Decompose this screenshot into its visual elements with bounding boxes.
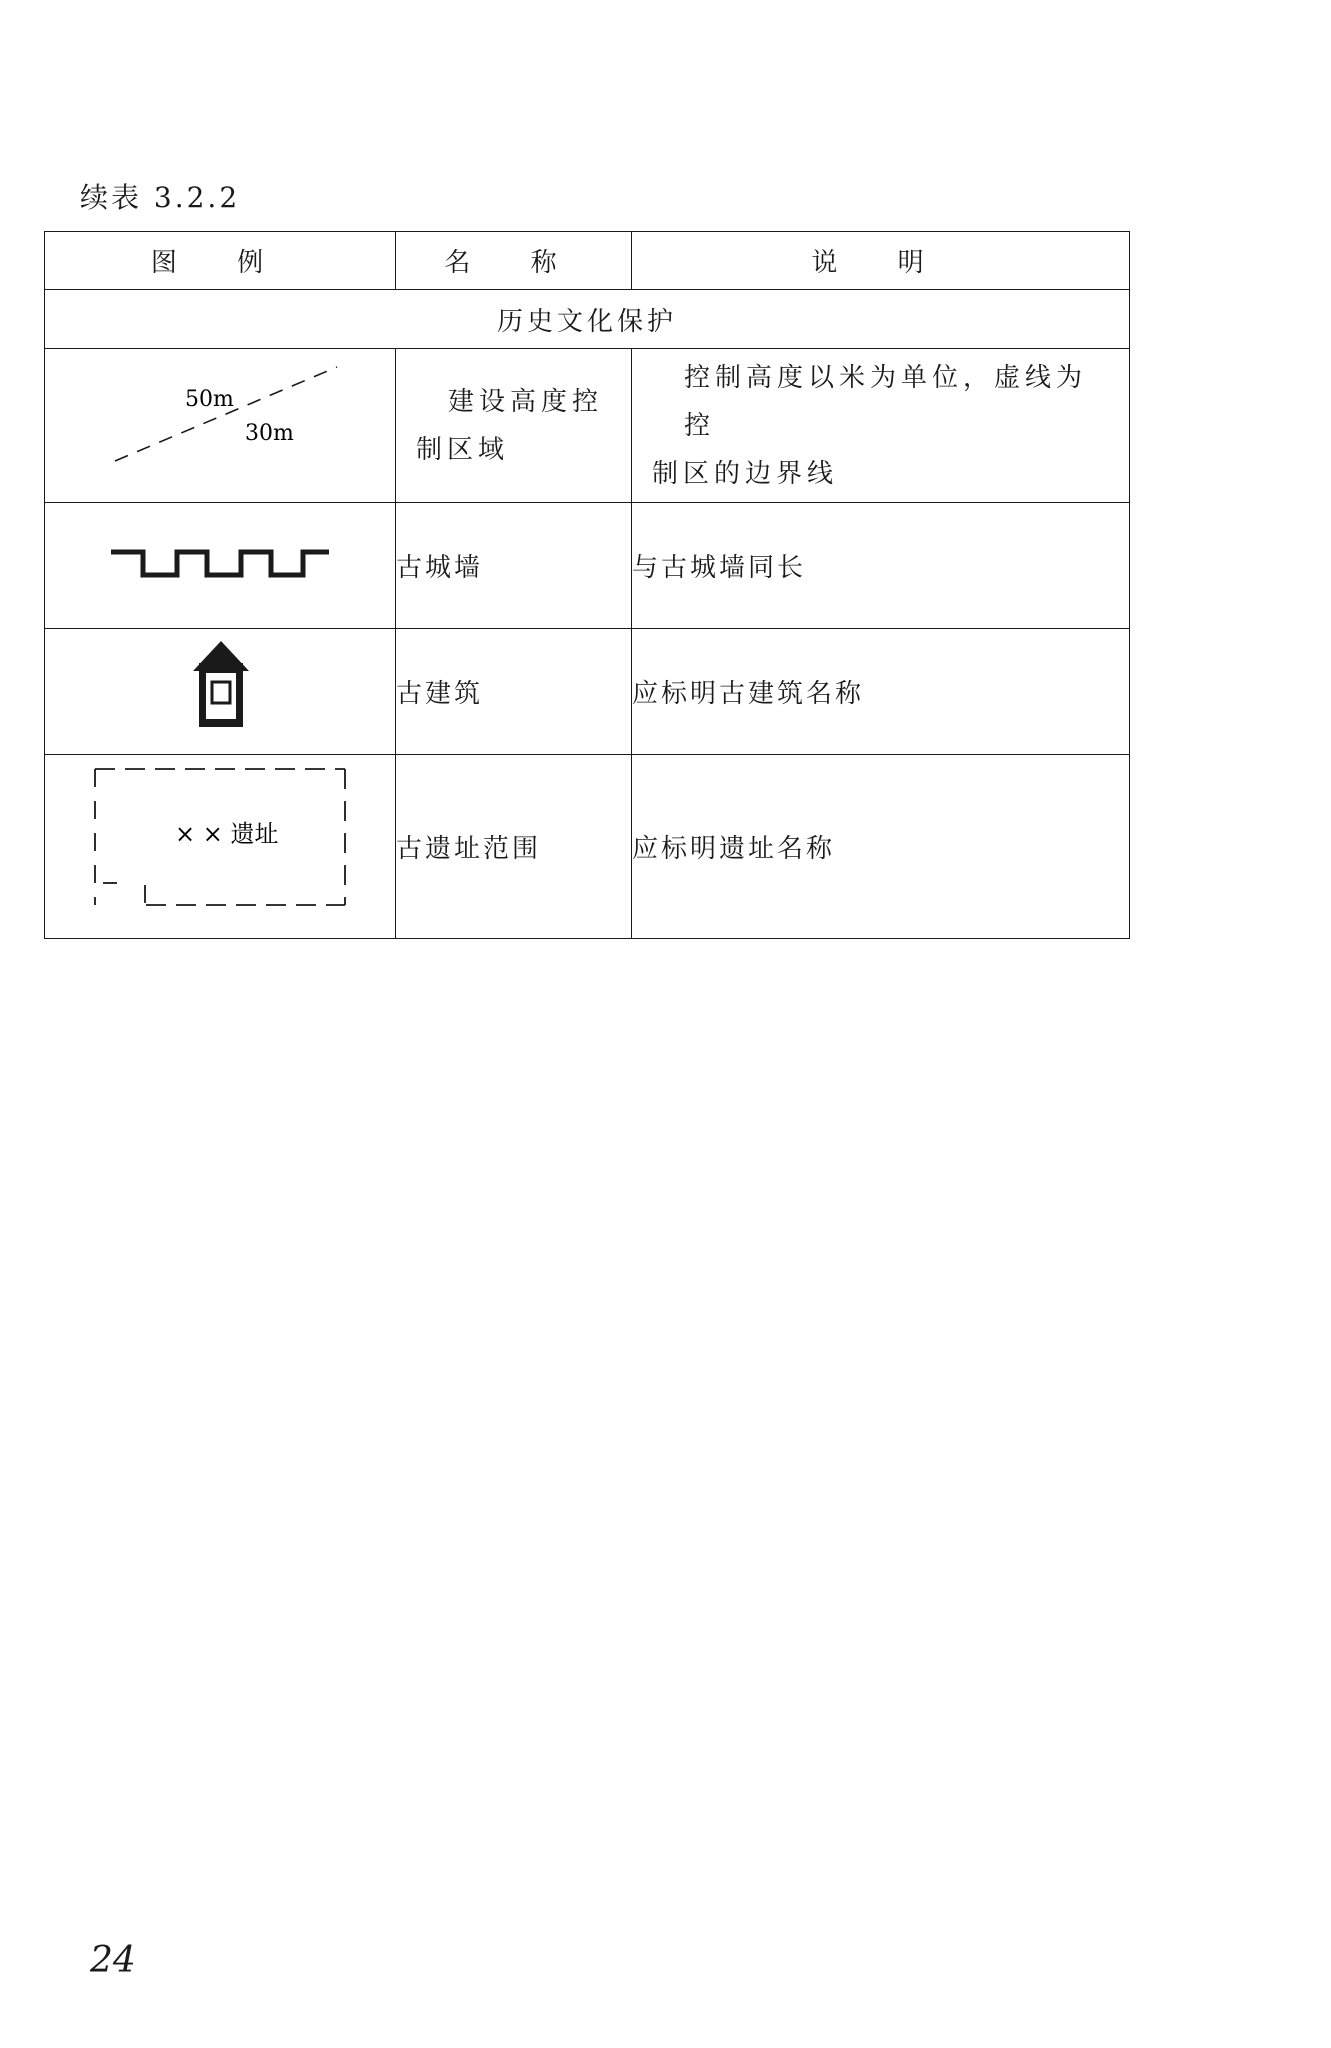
table-row [45, 503, 1130, 629]
table-header-row [45, 232, 1130, 290]
name-cell: 古建筑 [396, 629, 632, 755]
house-symbol [45, 629, 396, 747]
symbol-cell [45, 349, 396, 503]
ruins-label: × × 遗址 [175, 820, 279, 848]
description-cell: 应标明古建筑名称 [632, 629, 1130, 755]
battlement-wall-symbol [45, 503, 396, 621]
section-title: 历史文化保护 [45, 290, 1130, 349]
name-cell: 古遗址范围 [396, 755, 632, 939]
symbol-cell [45, 755, 396, 939]
name-cell: 古城墙 [396, 503, 632, 629]
table-row [45, 629, 1130, 755]
legend-table [44, 231, 1130, 939]
height-label-lower: 30m [245, 421, 294, 446]
description-line-2: 制区的边界线 [652, 458, 839, 489]
name-line-2: 制区域 [416, 434, 510, 465]
description-cell: 应标明遗址名称 [632, 755, 1130, 939]
page-number: 24 [90, 1940, 136, 1981]
description-cell: 与古城墙同长 [632, 503, 1130, 629]
symbol-cell [45, 629, 396, 755]
header-description: 说 明 [632, 232, 1130, 290]
dashed-diagonal-height-symbol [45, 349, 396, 495]
name-line-1: 建设高度控 [448, 386, 604, 417]
symbol-cell [45, 503, 396, 629]
section-row [45, 290, 1130, 349]
height-label-upper: 50m [185, 387, 234, 412]
description-cell [632, 349, 1130, 503]
header-name: 名 称 [396, 232, 632, 290]
table-caption: 续表 3.2.2 [80, 181, 241, 214]
description-line-1: 控制高度以米为单位，虚线为控 [684, 362, 1088, 441]
header-symbol: 图 例 [45, 232, 396, 290]
table-row [45, 755, 1130, 939]
dashed-rectangle-symbol [45, 755, 396, 931]
name-cell [396, 349, 632, 503]
table-row [45, 349, 1130, 503]
